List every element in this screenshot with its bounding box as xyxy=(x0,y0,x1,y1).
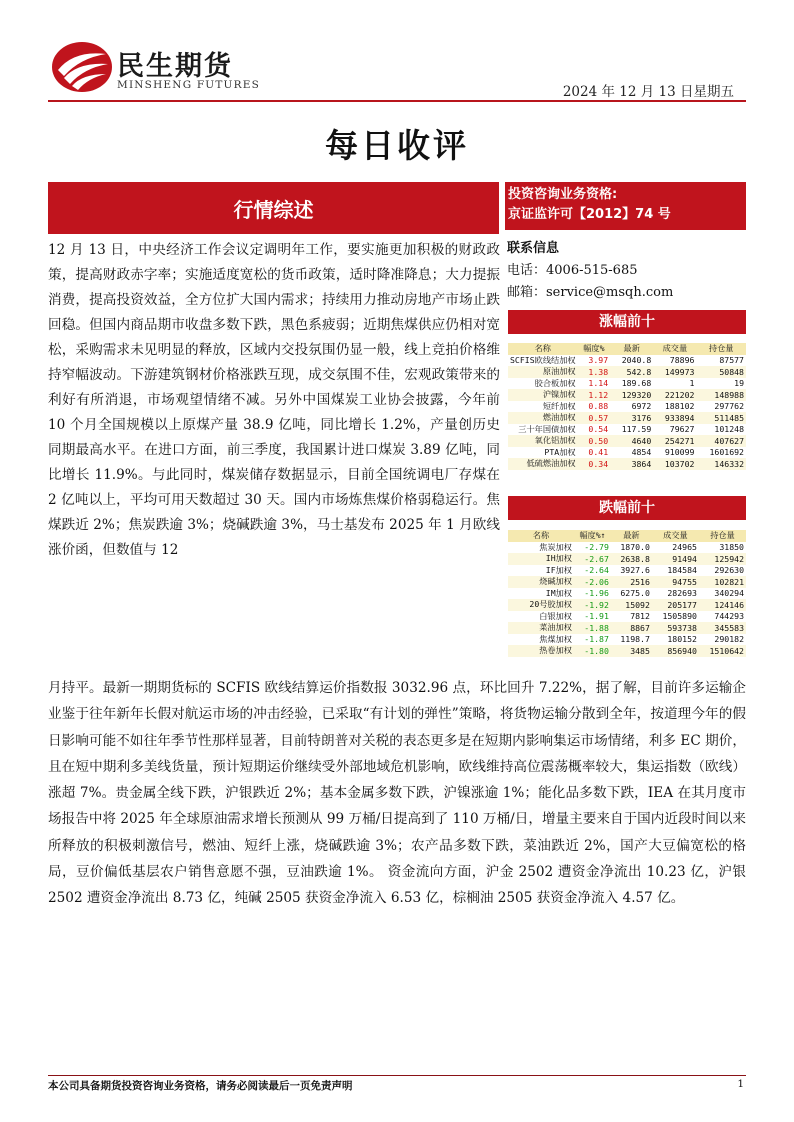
contract-name: IF加权 xyxy=(508,565,574,577)
table-cell: 101248 xyxy=(696,424,746,436)
table-cell: 78896 xyxy=(653,355,696,367)
table-cell: 8867 xyxy=(611,622,652,634)
table-row xyxy=(508,389,746,401)
table-cell: 1870.0 xyxy=(611,542,652,554)
table-cell: 50848 xyxy=(696,366,746,378)
table-cell: 189.68 xyxy=(610,378,653,390)
license-line-1: 投资咨询业务资格: xyxy=(508,187,618,202)
table-cell: 6275.0 xyxy=(611,588,652,600)
table-cell: 282693 xyxy=(652,588,699,600)
table-cell: 146332 xyxy=(696,458,746,470)
table-cell: 0.34 xyxy=(578,458,611,470)
market-summary-full: 月持平。最新一期期货标的 SCFIS 欧线结算运价指数报 3032.96 点，环比回升 7.22%，据了解，目前许多运输企业鉴于往年新年长假对航运市场的冲击经验，已采取“有计划的弹性”策略，将货物运输分散到全年，按道理今年的假日影响可能不如往年季节性那样显著，目前特朗普对关税的表态更多是在短期内影响集运市场情绪，利多 EC 期价，且在短中期利多美线货量，预计短期运价继续受外部地域危机影响，欧线维持高位震荡概率较大，集运指数（欧线）涨超 7%。贵金属全线下跌，沪银跌近 2%；基本金属多数下跌，沪镍涨逾 1%；能化品多数下跌，IEA 在其月度市场报告中将 2025 年全球原油需求增长预测从 99 万桶/日提高到了 110 万桶/日，增量主要来自于国内近段时间以来所释放的积极刺激信号，燃油、短纤上涨，烧碱跌逾 3%；农产品多数下跌，菜油跌近 2%，国产大豆偏宽松的格局，豆价偏低基层农户销售意愿不强，豆油跌逾 1%。 资金流向方面，沪金 2502 遭资金净流出 10.23 亿，沪银 2502 遭资金净流出 8.73 亿，纯碱 2505 获资金净流入 6.53 亿，棕榈油 2505 获资金净流入 4.57 亿。 xyxy=(48,680,746,907)
table-cell: -2.06 xyxy=(574,576,611,588)
contact-email: 邮箱：service@msqh.com xyxy=(507,285,674,300)
table-row xyxy=(508,412,746,424)
report-date: 2024 年 12 月 13 日星期五 xyxy=(562,84,734,100)
contract-name: 原油加权 xyxy=(508,366,578,378)
table-cell: 180152 xyxy=(652,634,699,646)
table-cell: 0.54 xyxy=(578,424,611,436)
contract-name: 燃油加权 xyxy=(508,412,578,424)
table-cell: -2.79 xyxy=(574,542,611,554)
contract-name: 菜油加权 xyxy=(508,622,574,634)
table-cell: 24965 xyxy=(652,542,699,554)
table-cell: -1.80 xyxy=(574,645,611,657)
table-cell: 188102 xyxy=(653,401,696,413)
table-cell: 124146 xyxy=(699,599,746,611)
table-cell: 254271 xyxy=(653,435,696,447)
column-header: 幅度%↑ xyxy=(574,530,611,542)
table-cell: 15092 xyxy=(611,599,652,611)
brand-name-cn: 民生期货 xyxy=(117,51,233,82)
license-box xyxy=(505,182,746,230)
table-cell: 221202 xyxy=(653,389,696,401)
table-row xyxy=(508,576,746,588)
table-cell: 117.59 xyxy=(610,424,653,436)
table-row xyxy=(508,599,746,611)
table-row xyxy=(508,622,746,634)
table-cell: 345583 xyxy=(699,622,746,634)
column-header: 持仓量 xyxy=(699,530,746,542)
table-cell: 1505890 xyxy=(652,611,699,623)
market-summary-left: 12 月 13 日，中央经济工作会议定调明年工作，要实施更加积极的财政政策，提高财政赤字率；实施适度宽松的货币政策，适时降准降息；大力提振消费，提高投资效益，全方位扩大国内需求；持续用力推动房地产市场止跌回稳。但国内商品期市收盘多数下跌，黑色系疲弱；近期焦煤供应仍相对宽松，采购需求未见明显的释放，区域内交投氛围仍显一般，线上竞拍价格维持窄幅波动。下游建筑钢材价格涨跌互现，成交氛围不佳，宏观政策带来的利好有所消退，市场观望情绪不减。另外中国煤炭工业协会披露，今年前 10 个月全国规模以上原煤产量 38.9 亿吨，同比增长 1.2%，产量创历史同期最高水平。在进口方面，前三季度，我国累计进口煤炭 3.89 亿吨，同比增长 11.9%。与此同时，煤炭储存数据显示，目前全国统调电厂存煤在 2 亿吨以上，平均可用天数超过 30 天。国内市场炼焦煤价格弱稳运行。焦煤跌近 2%；焦炭跌逾 3%；烧碱跌逾 3%，马士基发布 2025 年 1 月欧线涨价函，但数值与 12 xyxy=(48,242,500,558)
table-cell: 94755 xyxy=(652,576,699,588)
header-divider xyxy=(48,100,746,102)
table-cell: 1.14 xyxy=(578,378,611,390)
table-row xyxy=(508,645,746,657)
table-cell: -1.92 xyxy=(574,599,611,611)
table-row xyxy=(508,401,746,413)
table-cell: 511485 xyxy=(696,412,746,424)
contract-name: 胶合板加权 xyxy=(508,378,578,390)
table-cell: 1198.7 xyxy=(611,634,652,646)
table-cell: 340294 xyxy=(699,588,746,600)
table-cell: 3864 xyxy=(610,458,653,470)
table-cell: -1.91 xyxy=(574,611,611,623)
table-cell: 3927.6 xyxy=(611,565,652,577)
table-cell: 31850 xyxy=(699,542,746,554)
contract-name: IM加权 xyxy=(508,588,574,600)
gainers-table xyxy=(508,343,746,470)
table-cell: 79627 xyxy=(653,424,696,436)
table-cell: 2040.8 xyxy=(610,355,653,367)
contract-name: 低硫燃油加权 xyxy=(508,458,578,470)
table-cell: 744293 xyxy=(699,611,746,623)
column-header: 最新 xyxy=(610,343,653,355)
table-cell: 19 xyxy=(696,378,746,390)
column-header: 成交量 xyxy=(652,530,699,542)
minsheng-logo-icon xyxy=(50,40,114,94)
table-cell: 6972 xyxy=(610,401,653,413)
table-cell: -1.87 xyxy=(574,634,611,646)
table-header-row xyxy=(508,530,746,542)
table-cell: 3176 xyxy=(610,412,653,424)
table-cell: -1.88 xyxy=(574,622,611,634)
license-line-2: 京证监许可【2012】74 号 xyxy=(508,207,671,222)
table-cell: 87577 xyxy=(696,355,746,367)
contract-name: IH加权 xyxy=(508,553,574,565)
table-cell: 2638.8 xyxy=(611,553,652,565)
table-row xyxy=(508,542,746,554)
table-cell: -2.67 xyxy=(574,553,611,565)
table-row xyxy=(508,634,746,646)
contract-name: 焦炭加权 xyxy=(508,542,574,554)
footer-disclaimer: 本公司具备期货投资咨询业务资格，请务必阅读最后一页免责声明 xyxy=(48,1080,353,1092)
contract-name: 焦煤加权 xyxy=(508,634,574,646)
table-cell: 0.88 xyxy=(578,401,611,413)
table-cell: 129320 xyxy=(610,389,653,401)
table-cell: 103702 xyxy=(653,458,696,470)
table-cell: 856940 xyxy=(652,645,699,657)
table-cell: 1 xyxy=(653,378,696,390)
contract-name: 三十年国债加权 xyxy=(508,424,578,436)
table-cell: 542.8 xyxy=(610,366,653,378)
table-cell: 4854 xyxy=(610,447,653,459)
table-cell: -2.64 xyxy=(574,565,611,577)
table-cell: 205177 xyxy=(652,599,699,611)
table-row xyxy=(508,366,746,378)
contract-name: 烧碱加权 xyxy=(508,576,574,588)
table-row xyxy=(508,447,746,459)
contract-name: 白银加权 xyxy=(508,611,574,623)
table-cell: 125942 xyxy=(699,553,746,565)
table-cell: 407627 xyxy=(696,435,746,447)
table-cell: 0.41 xyxy=(578,447,611,459)
table-cell: 184584 xyxy=(652,565,699,577)
table-cell: 292630 xyxy=(699,565,746,577)
page-title: 每日收评 xyxy=(325,126,469,165)
table-row xyxy=(508,424,746,436)
gainers-title: 涨幅前十 xyxy=(508,310,746,334)
table-row xyxy=(508,553,746,565)
table-cell: 1.12 xyxy=(578,389,611,401)
table-row xyxy=(508,355,746,367)
brand-name-en: MINSHENG FUTURES xyxy=(117,79,260,91)
contract-name: 短纤加权 xyxy=(508,401,578,413)
column-header: 幅度% xyxy=(578,343,611,355)
contract-name: 20号胶加权 xyxy=(508,599,574,611)
table-row xyxy=(508,588,746,600)
table-cell: 148988 xyxy=(696,389,746,401)
table-cell: 3.97 xyxy=(578,355,611,367)
table-row xyxy=(508,458,746,470)
table-cell: 910099 xyxy=(653,447,696,459)
table-header-row xyxy=(508,343,746,355)
table-cell: 1510642 xyxy=(699,645,746,657)
table-cell: 7812 xyxy=(611,611,652,623)
table-row xyxy=(508,611,746,623)
footer-divider xyxy=(48,1075,746,1076)
table-cell: 0.57 xyxy=(578,412,611,424)
page-number: 1 xyxy=(737,1078,744,1090)
table-cell: 91494 xyxy=(652,553,699,565)
contract-name: PTA加权 xyxy=(508,447,578,459)
table-row xyxy=(508,565,746,577)
contract-name: 热卷加权 xyxy=(508,645,574,657)
table-cell: 593738 xyxy=(652,622,699,634)
column-header: 成交量 xyxy=(653,343,696,355)
losers-table xyxy=(508,530,746,657)
table-cell: 102821 xyxy=(699,576,746,588)
table-cell: 290182 xyxy=(699,634,746,646)
table-cell: 1601692 xyxy=(696,447,746,459)
table-cell: 2516 xyxy=(611,576,652,588)
column-header: 名称 xyxy=(508,530,574,542)
table-cell: -1.96 xyxy=(574,588,611,600)
column-header: 名称 xyxy=(508,343,578,355)
table-cell: 0.50 xyxy=(578,435,611,447)
table-cell: 933894 xyxy=(653,412,696,424)
table-cell: 1.38 xyxy=(578,366,611,378)
contact-phone: 电话：4006-515-685 xyxy=(507,263,638,278)
column-header: 最新 xyxy=(611,530,652,542)
section-title-bar: 行情综述 xyxy=(48,182,499,234)
table-row xyxy=(508,378,746,390)
contract-name: 沪镍加权 xyxy=(508,389,578,401)
table-cell: 297762 xyxy=(696,401,746,413)
losers-title: 跌幅前十 xyxy=(508,496,746,520)
table-row xyxy=(508,435,746,447)
contract-name: 氧化铝加权 xyxy=(508,435,578,447)
table-cell: 4640 xyxy=(610,435,653,447)
column-header: 持仓量 xyxy=(696,343,746,355)
contact-title: 联系信息 xyxy=(507,241,560,256)
table-cell: 149973 xyxy=(653,366,696,378)
contract-name: SCFIS欧线结加权 xyxy=(510,354,576,365)
table-cell: 3485 xyxy=(611,645,652,657)
